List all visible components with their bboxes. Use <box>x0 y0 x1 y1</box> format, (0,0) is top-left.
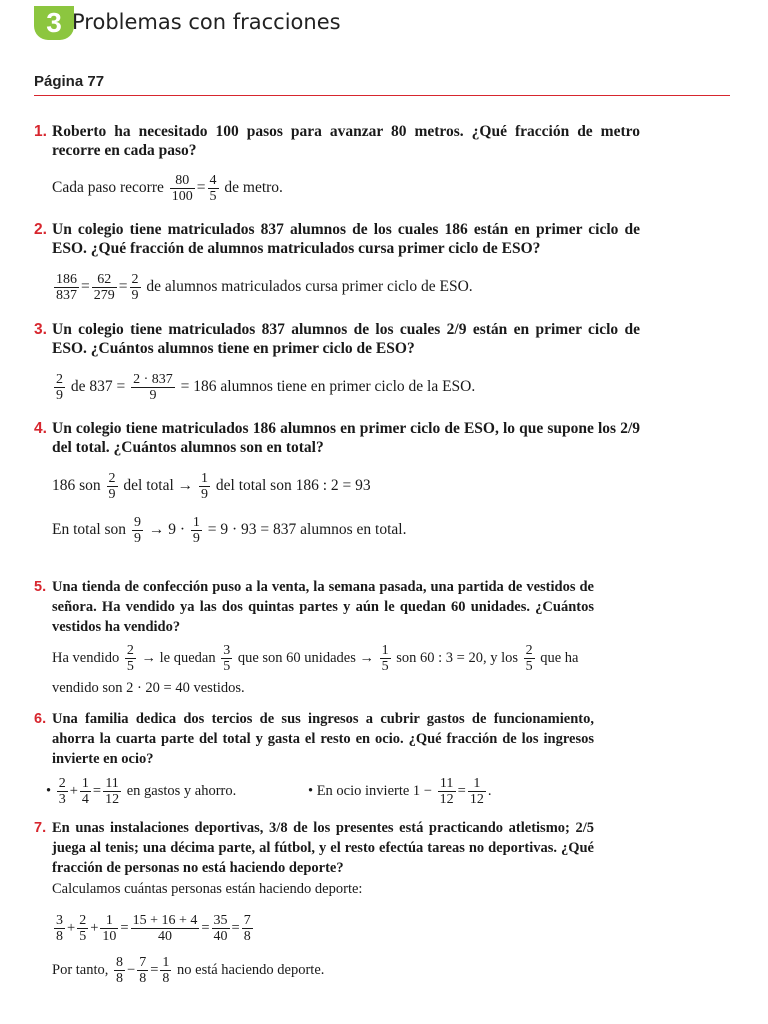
fraction: $\frac{1}{5}$ <box>381 643 389 674</box>
fraction: $\frac{35}{40}$ <box>213 913 228 944</box>
problem-3-question <box>34 320 640 358</box>
problem-2-answer: $\frac{186}{837}$ = $\frac{62}{279}$ = $\frac{2}{9}$ de alumnos matriculados cursa primer ciclo de ESO. <box>56 272 473 303</box>
page-label: Página 77 <box>34 73 105 90</box>
answer-text: Calculamos cuántas personas están haciendo deporte: <box>52 881 363 897</box>
answer-text: Por tanto, <box>52 961 109 978</box>
answer-text: del total → <box>123 477 194 495</box>
fraction: $\frac{8}{8}$ <box>116 955 124 986</box>
answer-text: no está haciendo deporte. <box>177 961 325 978</box>
fraction: $\frac{80}{100}$ <box>171 173 193 204</box>
fraction: $\frac{2}{9}$ <box>108 471 116 502</box>
chapter-title: Problemas con fracciones <box>72 10 341 34</box>
problem-number: 5. <box>34 579 47 595</box>
question-text: Un colegio tiene matriculados 186 alumnos en primer ciclo de ESO, lo que supone los 2/9 del total. ¿Cuántos alumnos son en total? <box>52 420 640 456</box>
problem-7-question <box>34 818 594 878</box>
answer-text: En ocio invierte 1 − <box>316 782 432 799</box>
fraction: $\frac{1}{9}$ <box>201 471 209 502</box>
answer-text: son 60 : 3 = 20, y los <box>396 649 518 666</box>
problem-2-question <box>34 220 640 258</box>
question-text: Una tienda de confección puso a la venta, la semana pasada, una partida de vestidos de señora. Ha vendido ya las dos quintas partes y aún le quedan 60 unidades. ¿Cuántos vestidos ha vendido? <box>52 579 594 635</box>
question-text: Roberto ha necesitado 100 pasos para avanzar 80 metros. ¿Qué fracción de metro recorre en cada paso? <box>52 123 640 159</box>
problem-4-answer-line-2 <box>52 515 406 546</box>
fraction: $\frac{3}{8}$ <box>56 913 63 944</box>
problem-number: 2. <box>34 221 47 238</box>
fraction: $\frac{1}{10}$ <box>102 913 117 944</box>
fraction: $\frac{2}{9}$ <box>56 372 63 403</box>
answer-text: → le quedan <box>141 649 216 666</box>
problem-7-answer-line-1 <box>52 879 362 899</box>
answer-text: que ha vendido son 2 · 20 = 40 vestidos. <box>52 649 579 696</box>
answer-text: = 186 alumnos tiene en primer ciclo de la ESO. <box>180 378 476 396</box>
answer-text: del total son 186 : 2 = 93 <box>215 477 371 495</box>
answer-text: Cada paso recorre <box>52 179 164 197</box>
problem-5-answer <box>52 643 592 702</box>
fraction: $\frac{15 + 16 + 4}{40}$ <box>132 913 198 944</box>
fraction: $\frac{7}{8}$ <box>243 913 251 944</box>
fraction: $\frac{2}{9}$ <box>131 272 139 303</box>
question-text: Una familia dedica dos tercios de sus ingresos a cubrir gastos de funcionamiento, ahorra la cuarta parte del total y gasta el resto en ocio. ¿Qué fracción de los ingresos invierte en ocio? <box>52 711 594 767</box>
fraction: $\frac{186}{837}$ <box>56 272 77 303</box>
fraction: $\frac{1}{4}$ <box>81 776 89 807</box>
answer-text: de metro. <box>224 179 283 197</box>
problem-7-answer-line-2: $\frac{3}{8}$ + $\frac{2}{5}$ + $\frac{1}{10}$ = $\frac{15 + 16 + 4}{40}$ = $\frac{35}{40}$ = $\frac{7}{8}$ <box>56 913 251 944</box>
answer-text: = 9 · 93 = 837 alumnos en total. <box>207 521 407 539</box>
fraction: $\frac{1}{9}$ <box>192 515 200 546</box>
problem-3-answer <box>52 372 475 403</box>
problem-number: 3. <box>34 321 47 338</box>
answer-text: Ha vendido <box>52 649 120 666</box>
fraction: $\frac{11}{12}$ <box>439 776 454 807</box>
fraction: $\frac{2}{5}$ <box>525 643 533 674</box>
fraction: $\frac{2}{3}$ <box>58 776 66 807</box>
answer-text: de alumnos matriculados cursa primer ciclo de ESO. <box>146 278 473 296</box>
fraction: $\frac{7}{8}$ <box>139 955 147 986</box>
answer-text: → 9 · <box>148 521 185 539</box>
question-text: Un colegio tiene matriculados 837 alumnos de los cuales 186 están en primer ciclo de ESO. ¿Qué fracción de alumnos matriculados cursa primer ciclo de ESO? <box>52 221 640 257</box>
answer-text: En total son <box>52 521 127 539</box>
answer-text: que son 60 unidades → <box>237 649 374 666</box>
problem-number: 7. <box>34 820 47 836</box>
question-text: Un colegio tiene matriculados 837 alumnos de los cuales 2/9 están en primer ciclo de ESO. ¿Cuántos alumnos tiene en primer ciclo de ESO? <box>52 321 640 357</box>
problem-4-question <box>34 419 640 457</box>
answer-text: en gastos y ahorro. <box>126 782 237 799</box>
fraction: $\frac{9}{9}$ <box>133 515 141 546</box>
question-text: En unas instalaciones deportivas, 3/8 de los presentes está practicando atletismo; 2/5 juega al tenis; una décima parte, al fútbol, y el resto efectúa tareas no deportivas. ¿Qué fracción de personas no está haciendo deporte? <box>52 820 594 876</box>
problem-number: 6. <box>34 711 47 727</box>
fraction: $\frac{11}{12}$ <box>105 776 120 807</box>
problem-1-question <box>34 122 640 160</box>
fraction: $\frac{1}{12}$ <box>469 776 484 807</box>
chapter-number-badge: 3 <box>34 6 74 40</box>
answer-text: de 837 = <box>70 378 126 396</box>
problem-6-question <box>34 709 594 769</box>
header-divider <box>34 95 730 96</box>
fraction: $\frac{2}{5}$ <box>126 643 134 674</box>
problem-number: 1. <box>34 123 47 140</box>
fraction: $\frac{62}{279}$ <box>93 272 115 303</box>
fraction: $\frac{2 \cdot 837}{9}$ <box>133 372 173 403</box>
fraction: $\frac{2}{5}$ <box>79 913 87 944</box>
problem-number: 4. <box>34 420 47 437</box>
problem-4-answer-line-1 <box>52 471 371 502</box>
answer-text: 186 son <box>52 477 101 495</box>
chapter-header <box>34 6 734 42</box>
fraction: $\frac{4}{5}$ <box>209 173 217 204</box>
problem-6-answer-line-2: • En ocio invierte 1 − $\frac{11}{12}$ = $\frac{1}{12}$ . <box>308 776 492 807</box>
problem-5-question <box>34 577 594 637</box>
fraction: $\frac{3}{5}$ <box>223 643 231 674</box>
problem-1-answer: Cada paso recorre $\frac{80}{100}$ = $\frac{4}{5}$ de metro. <box>52 173 283 204</box>
problem-7-answer-line-3: Por tanto, $\frac{8}{8}$ − $\frac{7}{8}$ = $\frac{1}{8}$ no está haciendo deporte. <box>52 955 325 986</box>
problem-6-answer-line-1: • $\frac{2}{3}$ + $\frac{1}{4}$ = $\frac{11}{12}$ en gastos y ahorro. <box>46 776 237 807</box>
fraction: $\frac{1}{8}$ <box>162 955 170 986</box>
